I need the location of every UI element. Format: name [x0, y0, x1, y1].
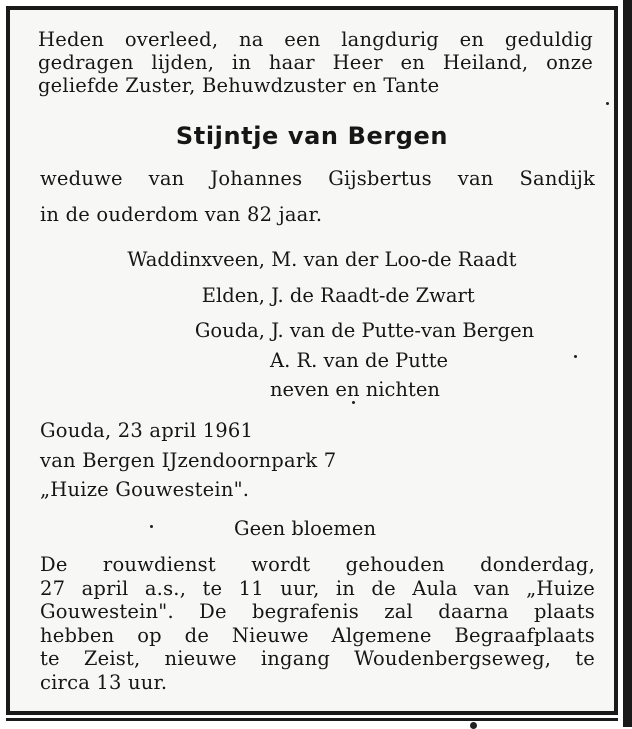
date-line: Gouda, 23 april 1961 — [40, 419, 254, 442]
family-name: M. van der Loo-de Raadt — [271, 248, 517, 271]
family-name: neven en nichten — [270, 378, 440, 401]
service-line: 27 april a.s., te 11 uur, in de Aula van „Huize — [40, 576, 595, 600]
house-line: „Huize Gouwestein". — [40, 478, 250, 501]
intro-line: Heden overleed, na een langdurig en geduldig — [38, 28, 593, 51]
service-line: circa 13 uur. — [40, 670, 168, 694]
family-row — [270, 378, 440, 401]
age-line: in de ouderdom van 82 jaar. — [40, 203, 323, 226]
print-speck — [150, 525, 153, 528]
intro-line: geliefde Zuster, Behuwdzuster en Tante — [38, 74, 440, 97]
widow-line: weduwe van Johannes Gijsbertus van Sandijk — [40, 167, 595, 190]
print-speck — [574, 355, 577, 358]
family-row — [94, 284, 475, 307]
service-line: Gouwestein". De begrafenis zal daarna plaats — [40, 600, 595, 623]
service-line: te Zeist, nieuwe ingang Woudenbergseweg, te — [40, 647, 595, 670]
intro-line: gedragen lijden, in haar Heer en Heiland, onze — [38, 51, 593, 74]
family-name: J. de Raadt-de Zwart — [271, 284, 475, 307]
intro-paragraph — [38, 28, 593, 97]
print-speck — [352, 401, 355, 404]
print-speck — [606, 102, 609, 105]
family-place: Gouda, — [194, 319, 265, 342]
service-line: De rouwdienst wordt gehouden donderdag, — [40, 553, 595, 576]
family-row — [94, 248, 516, 271]
print-speck — [470, 722, 477, 729]
family-row — [94, 319, 534, 342]
service-line: hebben op de Nieuwe Algemene Begraafplaats — [40, 623, 595, 647]
family-name: A. R. van de Putte — [270, 349, 449, 372]
address-line: van Bergen IJzendoornpark 7 — [40, 449, 337, 472]
family-row — [270, 349, 448, 372]
flowers-note: Geen bloemen — [234, 517, 377, 540]
family-place: Waddinxveen, — [127, 248, 265, 271]
family-place: Elden, — [201, 284, 265, 307]
family-name: J. van de Putte-van Bergen — [271, 319, 535, 342]
deceased-name: Stijntje van Bergen — [175, 122, 449, 150]
death-notice — [6, 6, 618, 715]
page-edge-bar — [623, 0, 632, 727]
service-paragraph — [40, 553, 595, 694]
